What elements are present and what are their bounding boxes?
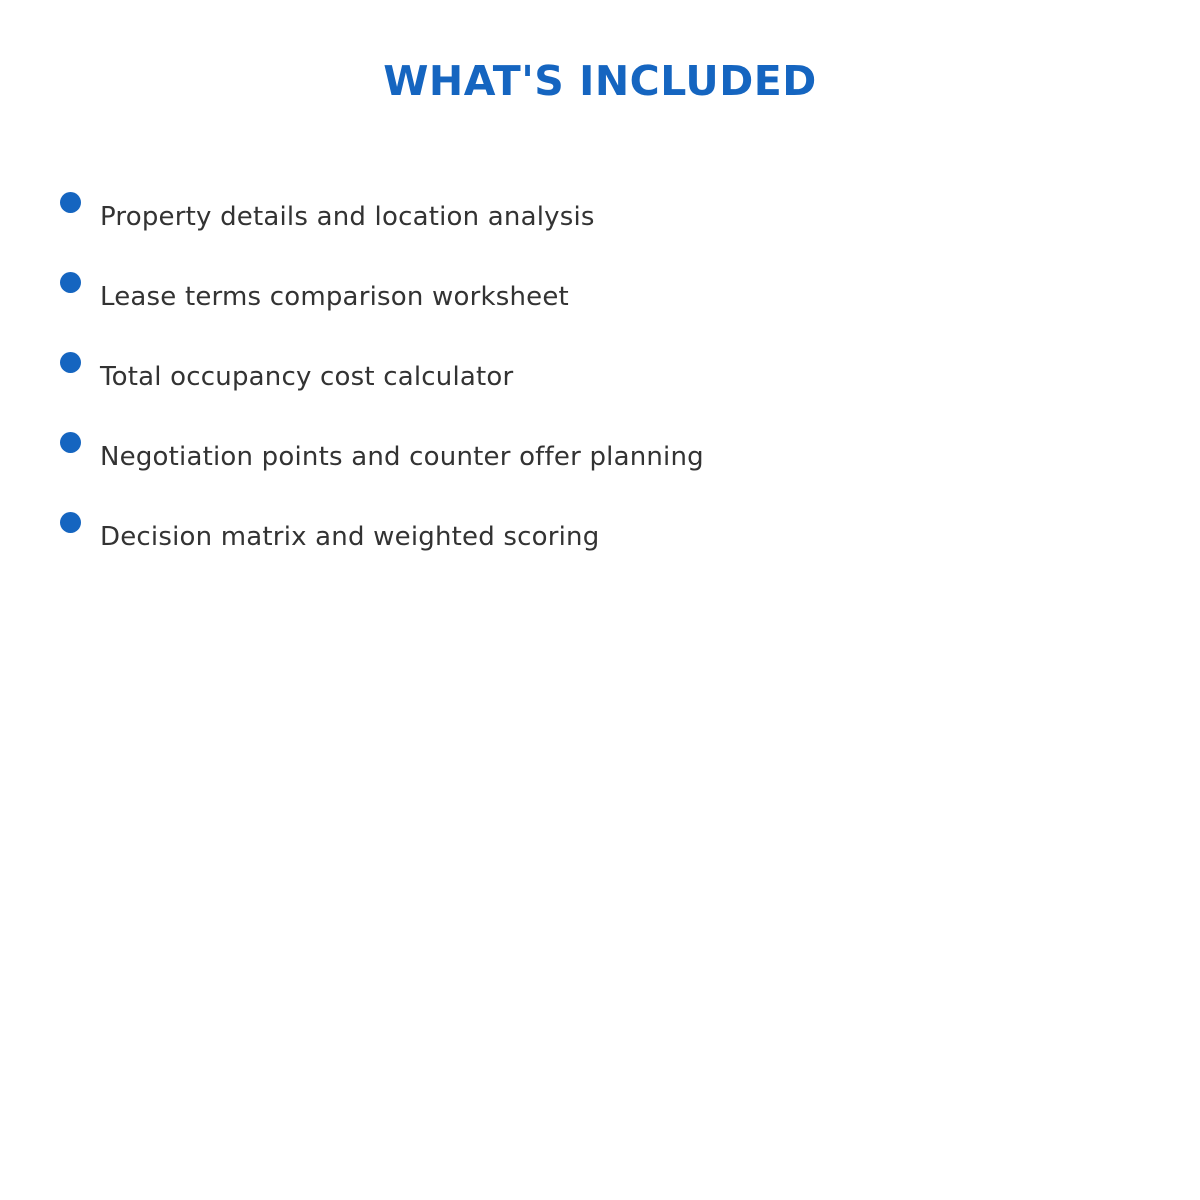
feature-label: Decision matrix and weighted scoring	[100, 522, 600, 552]
feature-label: Property details and location analysis	[100, 202, 595, 232]
feature-label: Total occupancy cost calculator	[100, 362, 514, 392]
bullet-icon	[60, 272, 81, 293]
list-item	[60, 510, 1140, 590]
list-item	[60, 430, 1140, 510]
feature-list	[60, 190, 1140, 590]
feature-label: Lease terms comparison worksheet	[100, 282, 569, 312]
page-title: WHAT'S INCLUDED	[383, 57, 817, 105]
feature-label: Negotiation points and counter offer planning	[100, 442, 704, 472]
bullet-icon	[60, 432, 81, 453]
list-item	[60, 350, 1140, 430]
bullet-icon	[60, 352, 81, 373]
bullet-icon	[60, 512, 81, 533]
list-item	[60, 270, 1140, 350]
bullet-icon	[60, 192, 81, 213]
list-item	[60, 190, 1140, 270]
